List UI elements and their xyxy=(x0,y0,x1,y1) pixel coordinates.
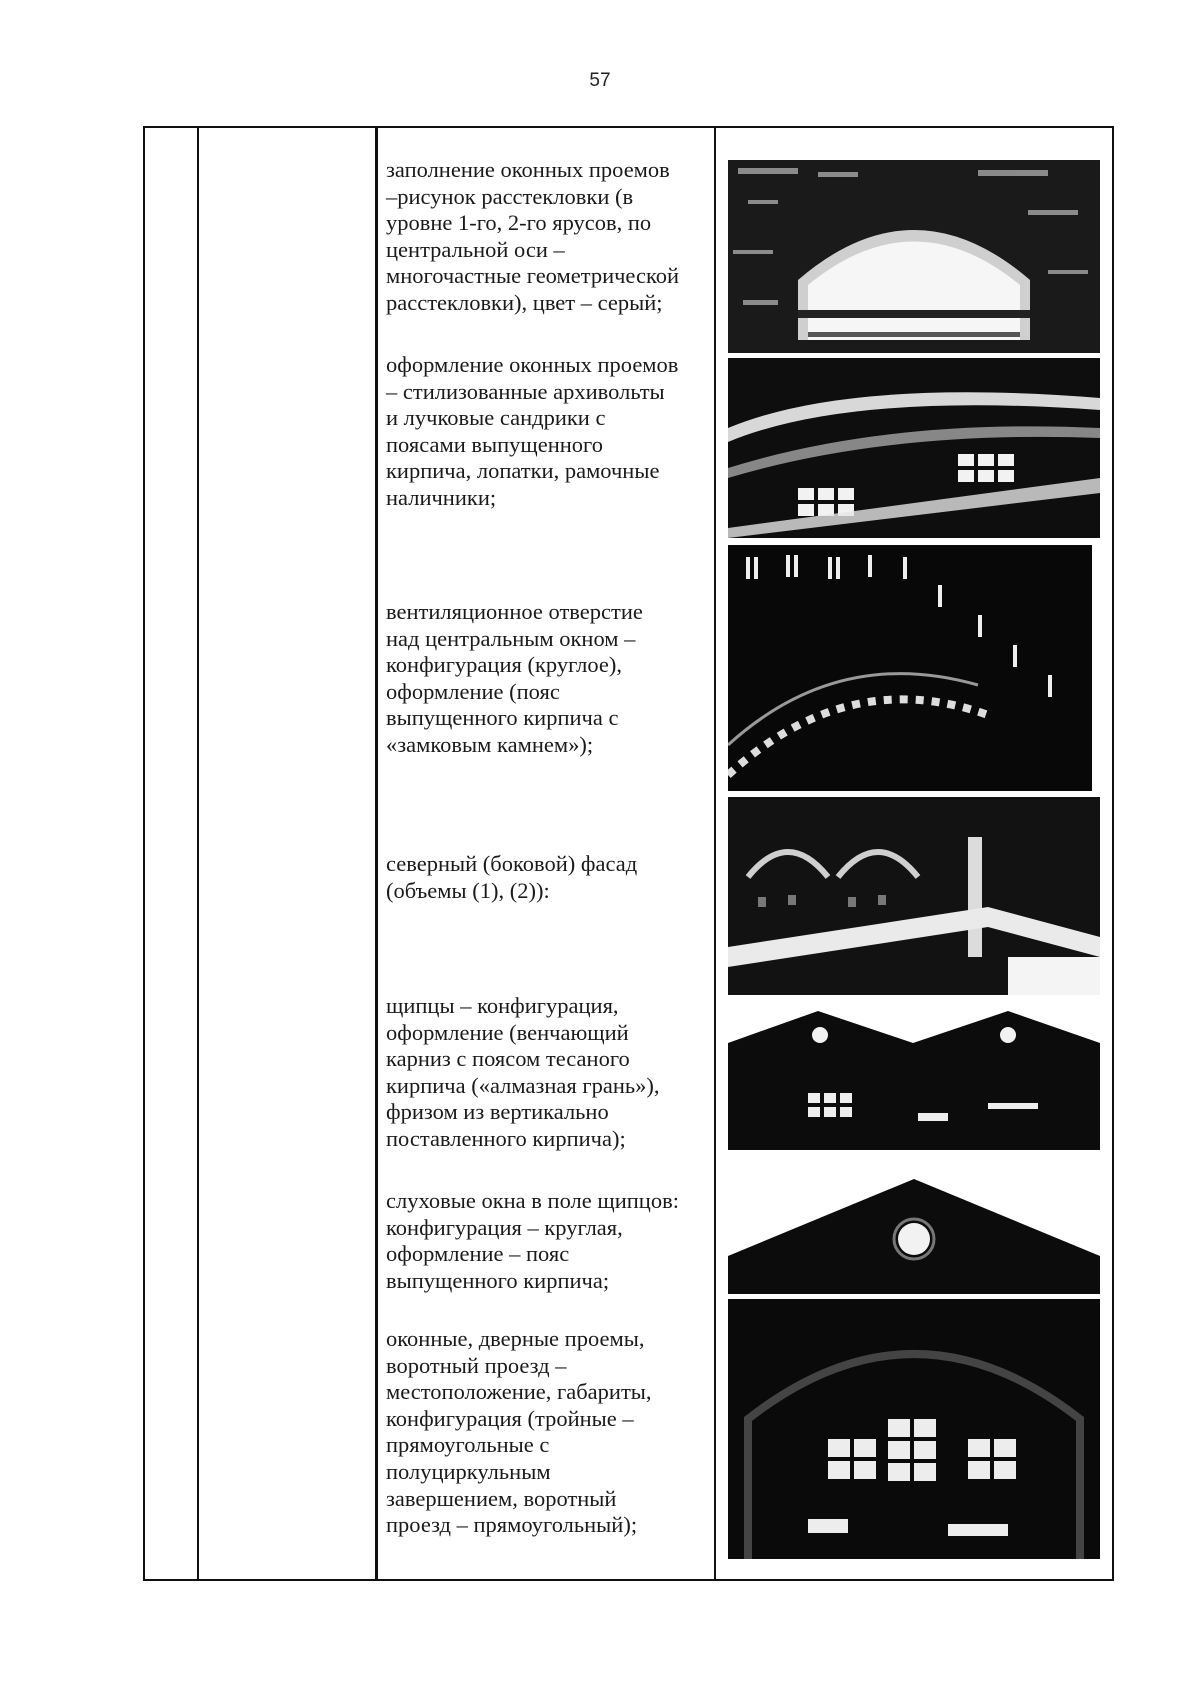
page-number: 57 xyxy=(589,70,611,91)
row-text-dormers: слуховые окна в поле щипцов: конфигурация – круглая, оформление – пояс выпущенного кирпича; xyxy=(386,1188,679,1293)
window-archivolts-photo xyxy=(728,358,1100,538)
row-text-ventilation: вентиляционное отверстие над центральным окном – конфигурация (круглое), оформление (пояс выпущенного кирпича с «замковым камнем»); xyxy=(386,599,643,757)
arched-window-photo xyxy=(728,160,1100,353)
row-text-window-fill: заполнение оконных проемов –рисунок расстекловки (в уровне 1-го, 2-го ярусов, по центральной оси – многочастные геометрической расстекловки), цвет – серый; xyxy=(386,157,680,315)
row-text-window-decor: оформление оконных проемов – стилизованные архивольты и лучковые сандрики с поясами выпущенного кирпича, лопатки, рамочные наличники; xyxy=(386,352,679,510)
dormer-window-photo xyxy=(728,1171,1100,1294)
north-facade-photo xyxy=(728,797,1100,995)
triple-windows-photo xyxy=(728,1299,1100,1559)
row-text-openings: оконные, дверные проемы, воротный проезд – местоположение, габариты, конфигурация (тройные – прямоугольные с полуциркульным завершением, воротный проезд – прямоугольный); xyxy=(386,1326,652,1538)
ventilation-opening-photo xyxy=(728,545,1092,791)
column-divider xyxy=(197,128,199,1579)
row-text-gables: щипцы – конфигурация, оформление (венчающий карниз с поясом тесаного кирпича («алмазная грань»), фризом из вертикально поставленного кирпича); xyxy=(386,993,660,1151)
row-text-north-facade: северный (боковой) фасад (объемы (1), (2)): xyxy=(386,851,638,903)
column-divider xyxy=(714,128,716,1579)
gables-photo xyxy=(728,1003,1100,1150)
column-divider xyxy=(375,128,378,1581)
